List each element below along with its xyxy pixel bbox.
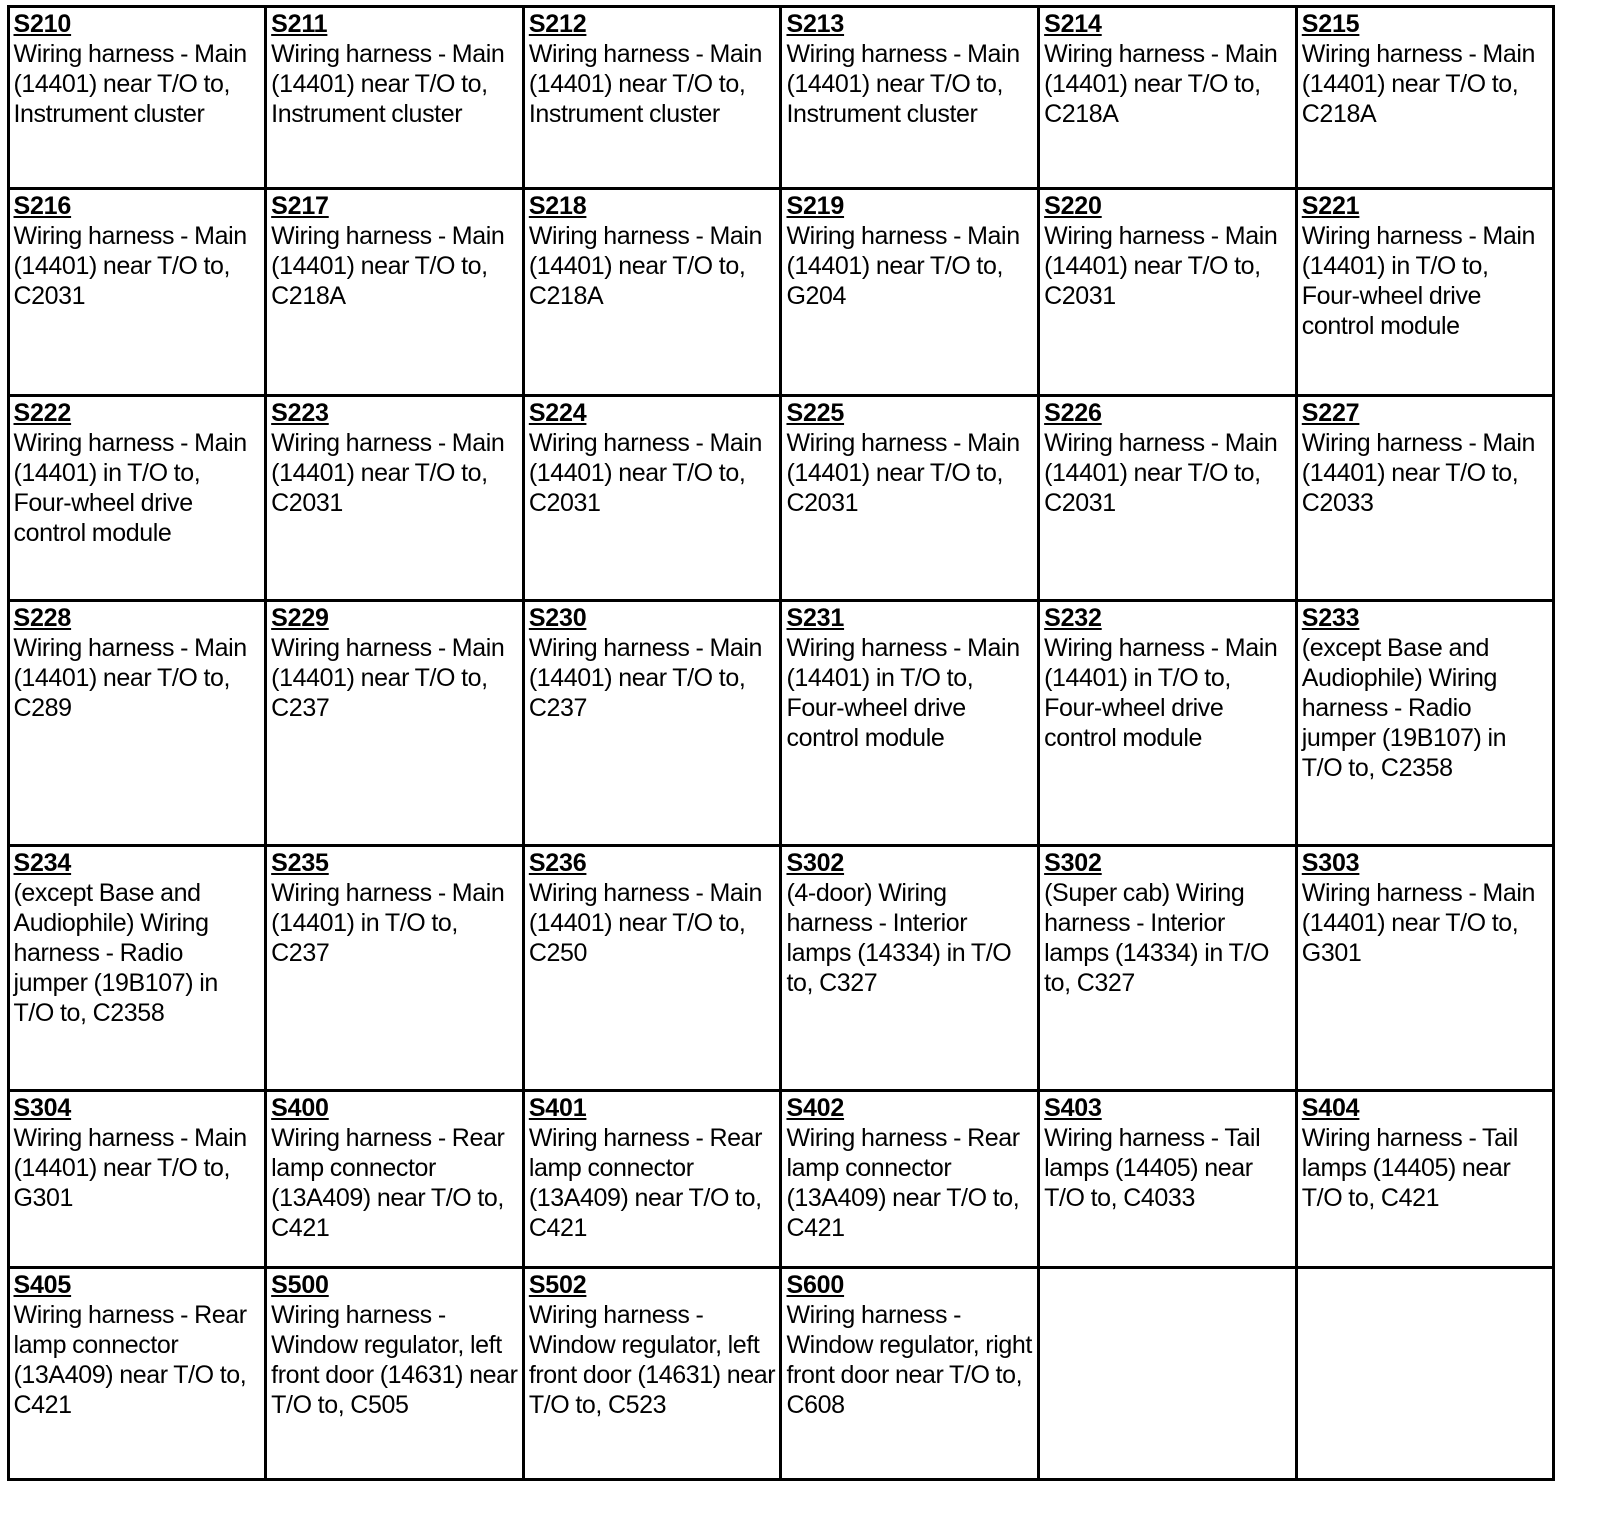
splice-description: Wiring harness - Main (14401) in T/O to, Four-wheel drive control module	[786, 633, 1020, 752]
table-cell	[264, 5, 525, 190]
table-cell	[7, 599, 268, 847]
splice-code: S228	[13, 603, 72, 632]
splice-code: S225	[786, 398, 845, 427]
splice-code: S222	[13, 398, 72, 427]
splice-description: Wiring harness - Main (14401) near T/O to, G301	[13, 1123, 247, 1212]
table-cell	[264, 599, 525, 847]
splice-description: Wiring harness - Rear lamp connector (13A409) near T/O to, C421	[271, 1123, 505, 1242]
splice-description: (except Base and Audiophile) Wiring harness - Radio jumper (19B107) in T/O to, C2358	[1301, 633, 1507, 782]
table-cell	[1037, 844, 1298, 1092]
splice-description: (Super cab) Wiring harness - Interior lamps (14334) in T/O to, C327	[1044, 878, 1269, 997]
table-cell	[779, 844, 1040, 1092]
splice-code: S235	[271, 848, 329, 877]
table-cell	[1295, 187, 1556, 397]
table-cell	[1037, 394, 1298, 602]
splice-code: S219	[786, 191, 845, 220]
splice-description: Wiring harness - Tail lamps (14405) near T/O to, C4033	[1044, 1123, 1261, 1212]
splice-description: Wiring harness - Main (14401) near T/O to, Instrument cluster	[271, 39, 505, 128]
splice-description: Wiring harness - Rear lamp connector (13A409) near T/O to, C421	[13, 1300, 247, 1419]
splice-description: Wiring harness - Main (14401) near T/O to, C237	[271, 633, 505, 722]
splice-description: Wiring harness - Main (14401) near T/O to, C237	[528, 633, 763, 722]
splice-description: Wiring harness - Rear lamp connector (13A409) near T/O to, C421	[786, 1123, 1020, 1242]
splice-description: Wiring harness - Main (14401) near T/O to, G204	[786, 221, 1020, 310]
table-cell	[779, 187, 1040, 397]
splice-description: (4-door) Wiring harness - Interior lamps (14334) in T/O to, C327	[786, 878, 1012, 997]
table-cell	[264, 1266, 525, 1481]
splice-code: S230	[528, 603, 587, 632]
splice-code: S403	[1044, 1093, 1102, 1122]
splice-code: S224	[528, 398, 587, 427]
table-cell	[1295, 394, 1556, 602]
splice-code: S304	[13, 1093, 72, 1122]
splice-code: S223	[271, 398, 329, 427]
table-row	[8, 6, 1572, 188]
splice-code: S400	[271, 1093, 329, 1122]
splice-code: S232	[1044, 603, 1102, 632]
splice-description: Wiring harness - Main (14401) near T/O to, C2031	[1044, 428, 1278, 517]
splice-description: Wiring harness - Main (14401) near T/O to, C2033	[1301, 428, 1536, 517]
table-row	[8, 1267, 1572, 1479]
splice-description: Wiring harness - Main (14401) near T/O to, C218A	[271, 221, 505, 310]
splice-description: Wiring harness - Main (14401) near T/O to, C2031	[271, 428, 505, 517]
table-cell	[522, 1089, 783, 1269]
splice-description: Wiring harness - Window regulator, left front door (14631) near T/O to, C505	[271, 1300, 518, 1419]
splice-code: S227	[1301, 398, 1360, 427]
table-row	[8, 395, 1572, 600]
splice-code: S213	[786, 9, 845, 38]
splice-description: Wiring harness - Tail lamps (14405) near T/O to, C421	[1301, 1123, 1518, 1212]
splice-description: Wiring harness - Main (14401) in T/O to, C237	[271, 878, 505, 967]
splice-code: S210	[13, 9, 72, 38]
table-cell	[7, 1089, 268, 1269]
splice-code: S221	[1301, 191, 1360, 220]
splice-code: S404	[1301, 1093, 1360, 1122]
table-cell	[522, 844, 783, 1092]
splice-code: S215	[1301, 9, 1360, 38]
splice-description: Wiring harness - Main (14401) near T/O to, G301	[1301, 878, 1536, 967]
splice-code: S402	[786, 1093, 845, 1122]
table-cell	[1295, 844, 1556, 1092]
splice-code: S231	[786, 603, 845, 632]
splice-reference-table	[8, 6, 1572, 1479]
table-cell-empty	[1037, 1266, 1298, 1481]
table-cell	[1037, 187, 1298, 397]
table-cell	[522, 187, 783, 397]
splice-code: S302	[786, 848, 845, 877]
table-cell	[1295, 599, 1556, 847]
splice-code: S217	[271, 191, 329, 220]
splice-code: S234	[13, 848, 72, 877]
splice-code: S214	[1044, 9, 1102, 38]
table-cell	[1295, 1089, 1556, 1269]
table-cell	[7, 187, 268, 397]
splice-code: S500	[271, 1270, 329, 1299]
table-cell	[522, 599, 783, 847]
splice-code: S212	[528, 9, 587, 38]
splice-description: Wiring harness - Main (14401) near T/O to, C2031	[1044, 221, 1278, 310]
splice-description: Wiring harness - Main (14401) near T/O to, C250	[528, 878, 763, 967]
splice-code: S233	[1301, 603, 1360, 632]
table-cell	[264, 394, 525, 602]
table-cell	[7, 844, 268, 1092]
splice-code: S405	[13, 1270, 72, 1299]
splice-code: S220	[1044, 191, 1102, 220]
splice-code: S302	[1044, 848, 1102, 877]
splice-description: Wiring harness - Main (14401) near T/O to, Instrument cluster	[786, 39, 1020, 128]
table-cell	[264, 844, 525, 1092]
table-cell	[264, 1089, 525, 1269]
table-cell	[779, 599, 1040, 847]
table-cell	[522, 394, 783, 602]
splice-description: (except Base and Audiophile) Wiring harness - Radio jumper (19B107) in T/O to, C2358	[13, 878, 218, 1027]
table-cell	[1037, 599, 1298, 847]
table-cell	[779, 1089, 1040, 1269]
splice-description: Wiring harness - Main (14401) near T/O to, C2031	[13, 221, 247, 310]
table-cell	[1037, 5, 1298, 190]
splice-description: Wiring harness - Main (14401) near T/O to, C289	[13, 633, 247, 722]
splice-description: Wiring harness - Main (14401) near T/O to, Instrument cluster	[13, 39, 247, 128]
splice-description: Wiring harness - Main (14401) in T/O to, Four-wheel drive control module	[1301, 221, 1536, 340]
splice-description: Wiring harness - Rear lamp connector (13A409) near T/O to, C421	[528, 1123, 763, 1242]
splice-code: S401	[528, 1093, 587, 1122]
splice-code: S600	[786, 1270, 845, 1299]
splice-code: S502	[528, 1270, 587, 1299]
splice-description: Wiring harness - Main (14401) near T/O to, Instrument cluster	[528, 39, 763, 128]
table-cell-empty	[1295, 1266, 1556, 1481]
table-cell	[1037, 1089, 1298, 1269]
table-cell	[264, 187, 525, 397]
splice-code: S229	[271, 603, 329, 632]
splice-code: S211	[271, 9, 328, 38]
splice-description: Wiring harness - Window regulator, left front door (14631) near T/O to, C523	[528, 1300, 776, 1419]
table-cell	[7, 1266, 268, 1481]
table-cell	[7, 394, 268, 602]
splice-code: S226	[1044, 398, 1102, 427]
table-row	[8, 188, 1572, 395]
table-cell	[1295, 5, 1556, 190]
table-cell	[522, 5, 783, 190]
splice-code: S303	[1301, 848, 1360, 877]
splice-description: Wiring harness - Main (14401) near T/O to, C218A	[1301, 39, 1536, 128]
table-row	[8, 845, 1572, 1090]
splice-code: S236	[528, 848, 587, 877]
splice-description: Wiring harness - Main (14401) near T/O to, C218A	[1044, 39, 1278, 128]
table-cell	[779, 5, 1040, 190]
table-cell	[522, 1266, 783, 1481]
splice-description: Wiring harness - Main (14401) in T/O to, Four-wheel drive control module	[1044, 633, 1278, 752]
splice-code: S216	[13, 191, 72, 220]
table-cell	[779, 1266, 1040, 1481]
splice-description: Wiring harness - Main (14401) near T/O to, C218A	[528, 221, 763, 310]
splice-description: Wiring harness - Main (14401) near T/O to, C2031	[786, 428, 1020, 517]
table-row	[8, 600, 1572, 845]
table-cell	[7, 5, 268, 190]
splice-description: Wiring harness - Main (14401) near T/O to, C2031	[528, 428, 763, 517]
splice-code: S218	[528, 191, 587, 220]
table-cell	[779, 394, 1040, 602]
splice-description: Wiring harness - Main (14401) in T/O to, Four-wheel drive control module	[13, 428, 247, 547]
table-row	[8, 1090, 1572, 1267]
splice-description: Wiring harness - Window regulator, right front door near T/O to, C608	[786, 1300, 1032, 1419]
